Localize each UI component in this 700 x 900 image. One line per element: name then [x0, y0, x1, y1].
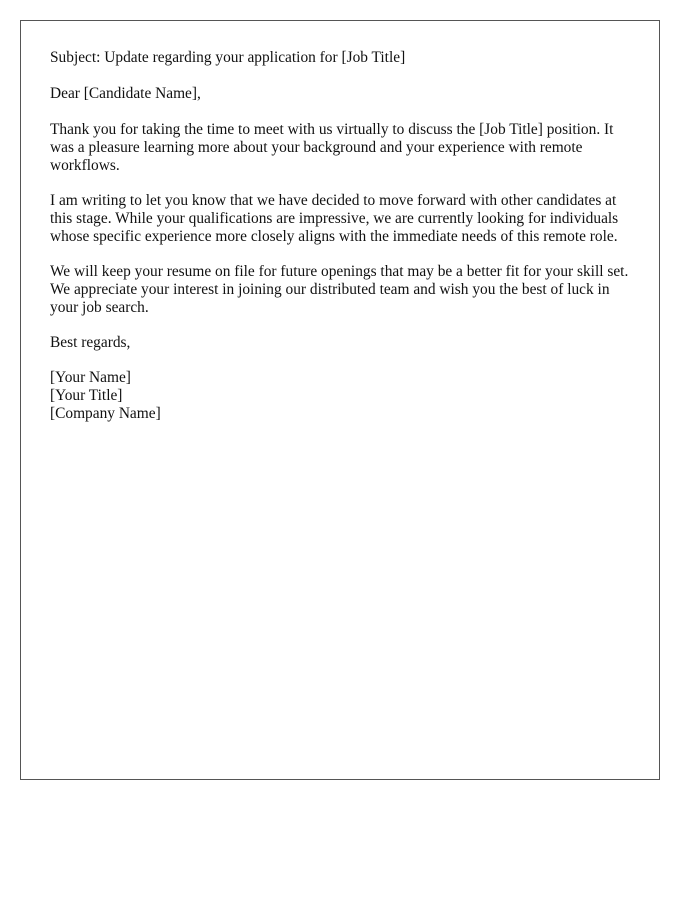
letter-paragraph-2: I am writing to let you know that we have decided to move forward with other candidates at this stage. While your qualifications are impressive, we are currently looking for individuals whose specific experience more closely aligns with the immediate needs of this remote role.: [50, 192, 619, 245]
letter-subject: Subject: Update regarding your application for [Job Title]: [50, 49, 406, 66]
letter-salutation: Dear [Candidate Name],: [50, 85, 201, 102]
letter-page: [20, 20, 660, 780]
letter-paragraph-3: We will keep your resume on file for future openings that may be a better fit for your skill set. We appreciate your interest in joining our distributed team and wish you the best of luck in your job search.: [50, 263, 629, 316]
signature-company: [Company Name]: [50, 405, 161, 422]
signature-name: [Your Name]: [50, 369, 131, 386]
letter-closing: Best regards,: [50, 334, 131, 351]
letter-paragraph-1: Thank you for taking the time to meet with us virtually to discuss the [Job Title] position. It was a pleasure learning more about your background and your experience with remote workflows.: [50, 121, 614, 174]
signature-block: [50, 369, 640, 423]
signature-title: [Your Title]: [50, 387, 123, 404]
letter-content: [50, 49, 640, 423]
